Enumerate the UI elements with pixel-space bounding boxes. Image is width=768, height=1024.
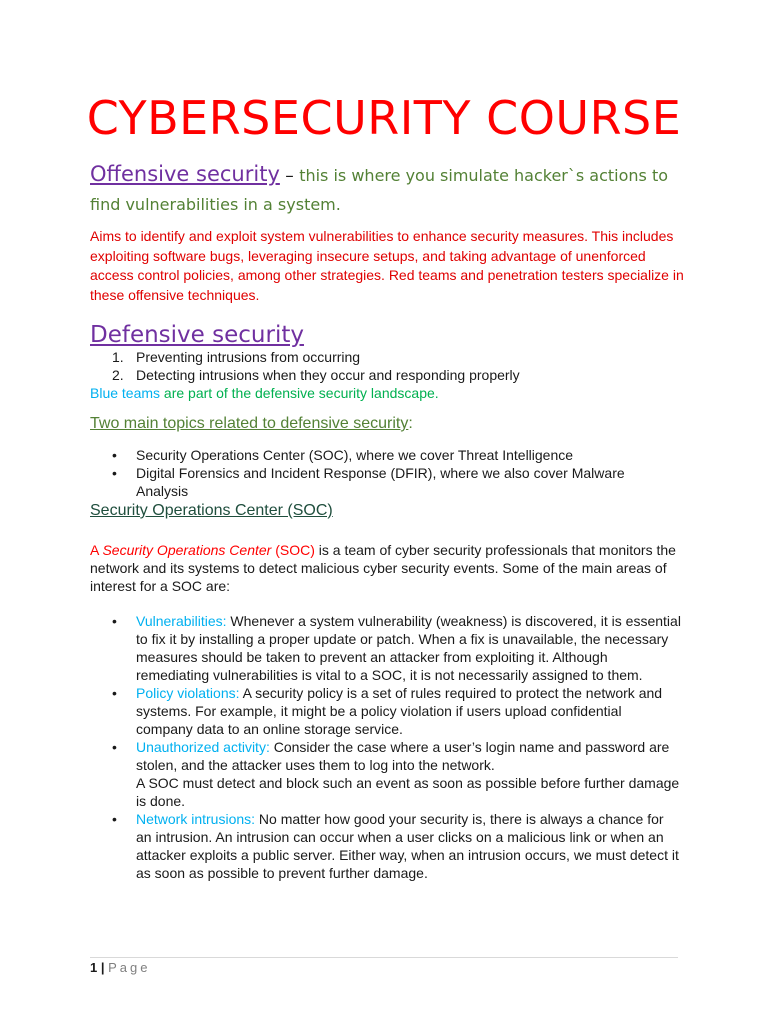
soc-heading: Security Operations Center (SOC) [90, 502, 333, 519]
offensive-dash: – [279, 166, 300, 186]
blue-teams-term: Blue teams [90, 385, 161, 401]
page-title: CYBERSECURITY COURSE [86, 91, 682, 145]
soc-intro: A Security Operations Center (SOC) is a team of cyber security professionals that monitors the network and its systems to detect malicious cyber security events. Some of the main areas of interest for a SOC are: [90, 542, 676, 594]
defensive-list [112, 348, 712, 384]
list-item: • Policy violations: A security policy is a set of rules required to protect the network and systems. For example, it might be a policy violation if users upload confidential company data to an online storage service. [112, 684, 682, 738]
list-item: • Digital Forensics and Incident Response (DFIR), where we also cover Malware Analysis [112, 464, 672, 500]
page-label: Page [108, 960, 151, 975]
offensive-heading: Offensive security [90, 162, 280, 186]
list-item: 1. Preventing intrusions from occurring [112, 349, 361, 365]
footer-divider [90, 957, 678, 958]
list-item: • Vulnerabilities: Whenever a system vulnerability (weakness) is discovered, it is essential to fix it by installing a proper update or patch. When a fix is unavailable, the necessary measures should be taken to prevent an attacker from exploiting it. Although remediating vulnerabilities is vital to a SOC, it is not necessarily assigned to them. [112, 612, 682, 684]
blue-teams-note: Blue teams are part of the defensive security landscape. [90, 385, 439, 401]
list-item: 2. Detecting intrusions when they occur and responding properly [112, 367, 520, 383]
two-topics-heading: Two main topics related to defensive security: [90, 415, 413, 432]
list-item: • Security Operations Center (SOC), where we cover Threat Intelligence [112, 446, 672, 464]
list-item: • Unauthorized activity: Consider the case where a user’s login name and password are stolen, and the attacker uses them to log into the network. A SOC must detect and block such an event as soon as possible before further damage is done. [112, 738, 682, 810]
list-item: • Network intrusions: No matter how good your security is, there is always a chance for an intrusion. An intrusion can occur when a user clicks on a malicious link or when an attacker exploits a public server. Either way, when an intrusion occurs, we must detect it as soon as possible to prevent further damage. [112, 810, 682, 882]
soc-term: Security Operations Center [102, 542, 272, 558]
offensive-tagline: this is where you simulate hacker`s actions to find vulnerabilities in a system. [90, 166, 669, 214]
defensive-heading: Defensive security [90, 322, 304, 348]
two-topics-list [112, 446, 672, 500]
soc-areas-list [112, 612, 682, 882]
page-footer: 1 | Page [90, 960, 151, 975]
page-number: 1 [90, 960, 98, 975]
offensive-intro [90, 160, 690, 220]
offensive-description: Aims to identify and exploit system vulnerabilities to enhance security measures. This includes exploiting software bugs, leveraging insecure setups, and taking advantage of unenforced access control policies, among other strategies. Red teams and penetration testers specialize in these offensive techniques. [90, 228, 684, 303]
